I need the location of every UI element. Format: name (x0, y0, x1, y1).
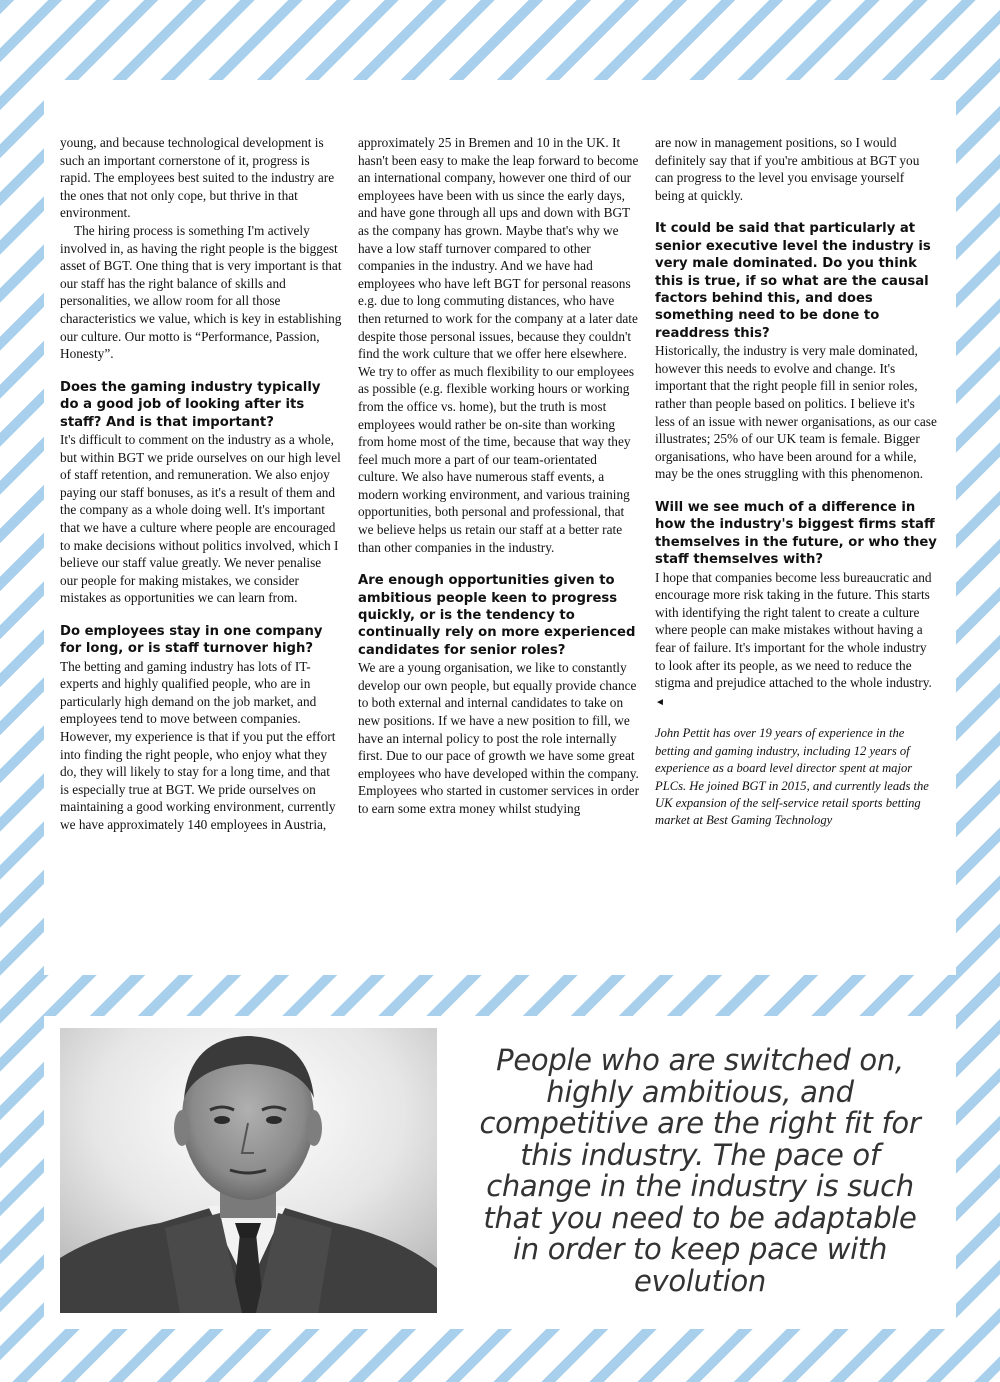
article-column-2 (358, 134, 640, 818)
body-paragraph (60, 431, 342, 607)
body-paragraph (60, 134, 342, 222)
paragraph-text: We are a young organisation, we like to constantly develop our own people, but equally provide chance to both external and internal candidates to take on new positions. If we have a new position to fill, we have an internal policy to post the role internally first. Due to our pace of growth we have some great employees who have developed within the company. Employees who started in customer services in order to earn some extra money whilst studying (358, 660, 640, 817)
body-paragraph (655, 342, 937, 483)
body-paragraph (358, 659, 640, 817)
paragraph-text: The betting and gaming industry has lots of IT-experts and highly qualified people, who are in particularly high demand on the job market, and employees tend to move between companies. However, my experience is that if you put the effort into finding the right people, who enjoy what they do, they will likely to stay for a long time, and that is especially true at BGT. We pride ourselves on maintaining a good working environment, currently we have approximately 140 employees in Austria, (60, 658, 336, 833)
portrait-photo (60, 1028, 437, 1313)
body-paragraph (655, 569, 937, 712)
article-column-1 (60, 134, 342, 834)
article-end-marker: ◄ (655, 696, 665, 708)
heading-text: Are enough opportunities given to ambitious people keen to progress quickly, or is the tendency to continually rely on more experienced candidates for senior roles? (358, 573, 636, 658)
body-paragraph (60, 658, 342, 834)
body-paragraph (655, 134, 937, 204)
paragraph-text: are now in management positions, so I would definitely say that if you're ambitious at BGT you can progress to the level you envisage yourself being at quickly. (655, 135, 920, 203)
section-heading (655, 499, 937, 569)
section-heading (655, 220, 937, 342)
paragraph-text: young, and because technological development is such an important cornerstone of it, progress is rapid. The employees best suited to the industry are the ones that not only cope, but thrive in that environment. (60, 135, 335, 221)
heading-text: It could be said that particularly at senior executive level the industry is very male dominated. Do you think this is true, if so what are the causal factors behind this, and does something need to be done to readdress this? (655, 221, 931, 341)
heading-text: Does the gaming industry typically do a good job of looking after its staff? And is that important? (60, 379, 321, 430)
paragraph-text: John Pettit has over 19 years of experience in the betting and gaming industry, including 12 years of experience as a board level director spent at major PLCs. He joined BGT in 2015, and currently leads the UK expansion of the self-service retail sports betting market at Best Gaming Technology (655, 726, 929, 828)
section-heading (358, 572, 640, 659)
body-paragraph (60, 222, 342, 363)
section-heading (60, 379, 342, 431)
heading-text: Do employees stay in one company for long, or is staff turnover high? (60, 623, 323, 657)
body-paragraph (358, 134, 640, 556)
article-column-3 (655, 134, 937, 830)
heading-text: Will we see much of a difference in how the industry's biggest firms staff themselves in the future, or who they staff themselves with? (655, 499, 937, 568)
paragraph-text: Historically, the industry is very male dominated, however this needs to evolve and change. It's important that the right people fill in senior roles, rather than people based on politics. I believe it's less of an issue with newer organisations, as our case illustrates; 25% of our UK team is female. Bigger organisations, who have been around for a while, may be the ones struggling with this phenomenon. (655, 343, 937, 482)
paragraph-text: approximately 25 in Bremen and 10 in the UK. It hasn't been easy to make the leap forward to become an international company, however one third of our employees have been with us since the early days, and have gone through all ups and down with BGT as the company has grown. Maybe that's why we have a low staff turnover compared to other companies in the industry. And we have had employees who have left BGT for personal reasons e.g. due to long commuting distances, who have then returned to work for the company at a later date despite those personal issues, because they couldn't find the work culture that we offer here elsewhere. We try to offer as much flexibility to our employees as possible (e.g. flexible working hours or working from the office vs. home), but the truth is most employees would rather be on-site than working from home most of the time, because that way they feel much more a part of our team-orientated culture. We also have numerous staff events, a modern working environment, and various training opportunities, both personal and professional, that we believe helps us retain our staff at a better rate than other companies in the industry. (358, 135, 639, 555)
paragraph-text: It's difficult to comment on the industry as a whole, but within BGT we pride ourselves on our high level of staff retention, and remuneration. We also enjoy paying our staff bonuses, as it's a result of them and the company as a whole doing well. It's important that we have a culture where people are encouraged to make decisions without politics involved, which I believe our staff value greatly. We never penalise our people for making mistakes, we consider mistakes as opportunities we can learn from. (60, 431, 341, 606)
pull-quote: People who are switched on, highly ambitious, and competitive are the right fit for this industry. The pace of change in the industry is such that you need to be adaptable in order to keep pace with evolution (479, 1043, 921, 1298)
author-bio (655, 725, 937, 829)
paragraph-text: The hiring process is something I'm actively involved in, as having the right people is the biggest asset of BGT. One thing that is very important is that our staff has the right balance of skills and personalities, we allow room for all those characteristics we value, which is key in establishing our culture. Our motto is “Performance, Passion, Honesty”. (60, 222, 342, 362)
paragraph-text: I hope that companies become less bureaucratic and encourage more risk taking in the future. This starts with identifying the right talent to create a culture where people can make mistakes without having a fear of failure. It's important for the whole industry to look after its people, as we need to reduce the stigma and prejudice attached to the whole industry. (655, 569, 932, 691)
section-heading (60, 623, 342, 658)
